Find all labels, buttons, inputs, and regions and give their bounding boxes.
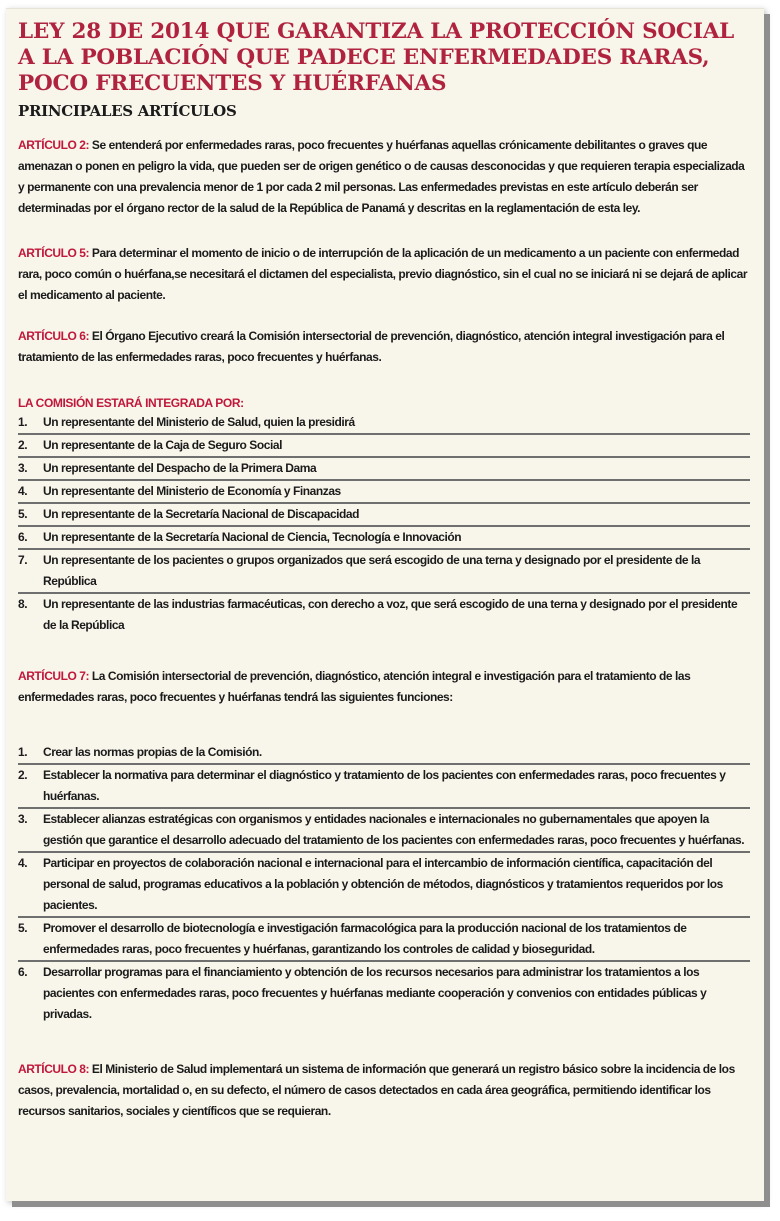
list-item: 3. Establecer alianzas estratégicas con organismos y entidades nacionales e internacionales no gubernamentales que apoyen la gestión que garantice el desarrollo adecuado del tratamiento de los pacientes con enfermedades raras, poco frecuentes y huérfanas.	[18, 809, 750, 853]
commission-functions-list	[18, 742, 750, 1025]
document-subtitle: PRINCIPALES ARTÍCULOS	[18, 102, 237, 120]
list-item: 7. Un representante de los pacientes o grupos organizados que será escogido de una terna y designado por el presidente de la República	[18, 550, 750, 594]
document-card	[6, 8, 764, 1201]
article-text: Se entenderá por enfermedades raras, poco frecuentes y huérfanas aquellas crónicamente debilitantes o graves que amenazan o ponen en peligro la vida, que pueden ser de origen genético o de causas desconocidas y que requieren terapia especializada y permanente con una prevalencia menor de 1 por cada 2 mil personas. Las enfermedades previstas en este artículo deberán ser determinadas por el órgano rector de la salud de la República de Panamá y descritas en la reglamentación de esta ley.	[18, 138, 745, 215]
article-text: El Ministerio de Salud implementará un sistema de información que generará un registro básico sobre la incidencia de los casos, prevalencia, mortalidad o, en su defecto, el número de casos detectados en cada área geográfica, permitiendo identificar los recursos sanitarios, sociales y científicos que se requieran.	[18, 1062, 735, 1118]
spacer	[18, 720, 750, 742]
article-label: ARTÍCULO 5:	[18, 246, 90, 260]
list-item: 5. Promover el desarrollo de biotecnología e investigación farmacológica para la producción nacional de los tratamientos de enfermedades raras, poco frecuentes y huérfanas, garantizando los controles de calidad y bioseguridad.	[18, 918, 750, 962]
list-item: 1. Crear las normas propias de la Comisión.	[18, 742, 750, 765]
article-7	[18, 666, 750, 708]
list-item: 8. Un representante de las industrias farmacéuticas, con derecho a voz, que será escogido de una terna y designado por el presidente de la República	[18, 597, 738, 632]
list-item: 2. Un representante de la Caja de Seguro Social	[18, 435, 750, 458]
document-title: LEY 28 DE 2014 QUE GARANTIZA LA PROTECCIÓN SOCIAL A LA POBLACIÓN QUE PADECE ENFERMEDADES RARAS, POCO FRECUENTES Y HUÉRFANAS	[18, 19, 735, 96]
article-label: ARTÍCULO 7:	[18, 669, 90, 683]
list-item: 1. Un representante del Ministerio de Salud, quien la presidirá	[18, 412, 750, 435]
list-item: 4. Participar en proyectos de colaboración nacional e internacional para el intercambio de información científica, capacitación del personal de salud, programas educativos a la población y obtención de métodos, diagnósticos y tratamientos requeridos por los pacientes.	[18, 853, 750, 918]
article-6	[18, 326, 750, 368]
commission-heading: LA COMISIÓN ESTARÁ INTEGRADA POR:	[18, 396, 244, 410]
article-label: ARTÍCULO 6:	[18, 329, 90, 343]
article-label: ARTÍCULO 8:	[18, 1062, 90, 1076]
list-item: 3. Un representante del Despacho de la Primera Dama	[18, 458, 750, 481]
article-5	[18, 243, 750, 306]
article-text: Para determinar el momento de inicio o de interrupción de la aplicación de un medicamento a un paciente con enfermedad rara, poco común o huérfana,se necesitará el dictamen del especialista, previo diagnóstico, sin el cual no se iniciará ni se dejará de aplicar el medicamento al paciente.	[18, 246, 748, 302]
article-2	[18, 135, 750, 219]
article-text: La Comisión intersectorial de prevención, diagnóstico, atención integral e investigación para el tratamiento de las enfermedades raras, poco frecuentes y huérfanas tendrá las siguientes funciones:	[18, 669, 691, 704]
list-item: 6. Desarrollar programas para el financiamiento y obtención de los recursos necesarios para administrar los tratamientos a los pacientes con enfermedades raras, poco frecuentes y huérfanas mediante cooperación y convenios con entidades públicas y privadas.	[18, 965, 707, 1021]
article-text: El Órgano Ejecutivo creará la Comisión intersectorial de prevención, diagnóstico, atención integral investigación para el tratamiento de las enfermedades raras, poco frecuentes y huérfanas.	[18, 329, 725, 364]
list-item: 5. Un representante de la Secretaría Nacional de Discapacidad	[18, 504, 750, 527]
article-label: ARTÍCULO 2:	[18, 138, 90, 152]
list-item: 2. Establecer la normativa para determinar el diagnóstico y tratamiento de los pacientes con enfermedades raras, poco frecuentes y huérfanas.	[18, 765, 750, 809]
list-item: 4. Un representante del Ministerio de Economía y Finanzas	[18, 481, 750, 504]
article-8	[18, 1059, 750, 1122]
list-item: 6. Un representante de la Secretaría Nacional de Ciencia, Tecnología e Innovación	[18, 527, 750, 550]
commission-members-list	[18, 412, 750, 636]
